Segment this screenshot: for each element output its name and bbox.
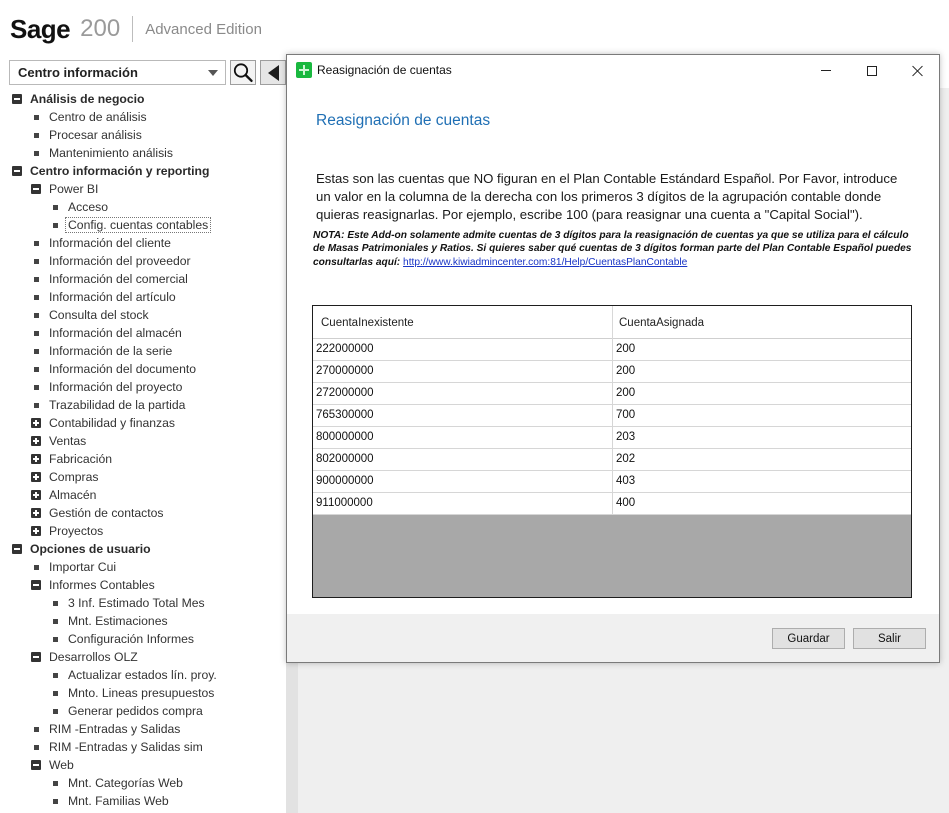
tree-item-label: Web bbox=[49, 758, 74, 772]
bullet-icon bbox=[53, 619, 58, 624]
dialog-window-title: Reasignación de cuentas bbox=[317, 63, 452, 77]
tree-item[interactable] bbox=[0, 234, 286, 252]
expand-icon[interactable] bbox=[31, 490, 41, 500]
search-button[interactable] bbox=[230, 60, 256, 85]
tree-item[interactable] bbox=[0, 468, 286, 486]
tree-item[interactable] bbox=[0, 216, 286, 234]
tree-item[interactable] bbox=[0, 558, 286, 576]
expand-icon[interactable] bbox=[31, 418, 41, 428]
expand-icon[interactable] bbox=[31, 472, 41, 482]
bullet-icon bbox=[34, 349, 39, 354]
tree-item-label: Análisis de negocio bbox=[30, 92, 145, 106]
tree-item-label: Informes Contables bbox=[49, 578, 155, 592]
sage-logo: Sage bbox=[10, 13, 71, 44]
dialog-heading: Reasignación de cuentas bbox=[316, 112, 491, 129]
tree-item[interactable] bbox=[0, 702, 286, 720]
tree-item[interactable] bbox=[0, 450, 286, 468]
bullet-icon bbox=[53, 601, 58, 606]
tree-item-label: Información del proveedor bbox=[49, 254, 191, 268]
help-link[interactable]: http://www.kiwiadmincenter.com:81/Help/CuentasPlanContable bbox=[403, 256, 688, 268]
tree-item[interactable] bbox=[0, 486, 286, 504]
exit-button[interactable]: Salir bbox=[853, 628, 926, 649]
expand-icon[interactable] bbox=[31, 508, 41, 518]
column-divider bbox=[612, 306, 613, 339]
tree-item-label: Centro de análisis bbox=[49, 110, 147, 124]
app-edition: Advanced Edition bbox=[145, 20, 262, 38]
cell-cuenta-inexistente[interactable]: 270000000 bbox=[316, 365, 374, 377]
collapse-panel-button[interactable] bbox=[260, 60, 286, 85]
tree-item[interactable] bbox=[0, 792, 286, 810]
bullet-icon bbox=[34, 133, 39, 138]
collapse-icon[interactable] bbox=[31, 184, 41, 194]
column-divider bbox=[612, 471, 613, 493]
tree-item[interactable] bbox=[0, 180, 286, 198]
bullet-icon bbox=[34, 115, 39, 120]
bullet-icon bbox=[53, 709, 58, 714]
column-divider bbox=[612, 427, 613, 449]
tree-item[interactable] bbox=[0, 252, 286, 270]
tree-item[interactable] bbox=[0, 756, 286, 774]
column-divider bbox=[612, 361, 613, 383]
module-selector-value: Centro información bbox=[18, 65, 138, 80]
bullet-icon bbox=[53, 691, 58, 696]
tree-item[interactable] bbox=[0, 612, 286, 630]
bullet-icon bbox=[34, 331, 39, 336]
app-brand bbox=[10, 12, 262, 46]
tree-item-label: Ventas bbox=[49, 434, 87, 448]
dialog-footer bbox=[287, 614, 939, 662]
tree-item[interactable] bbox=[0, 306, 286, 324]
tree-item-label: Generar pedidos compra bbox=[68, 704, 203, 718]
cell-cuenta-asignada[interactable]: 203 bbox=[616, 431, 636, 443]
navigation-tree bbox=[0, 90, 286, 810]
bullet-icon bbox=[34, 313, 39, 318]
tree-item[interactable] bbox=[0, 576, 286, 594]
tree-item-label: Procesar análisis bbox=[49, 128, 142, 142]
tree-item-label: Información del proyecto bbox=[49, 380, 183, 394]
tree-item-label: Power BI bbox=[49, 182, 99, 196]
collapse-icon[interactable] bbox=[12, 166, 22, 176]
grid-rows bbox=[313, 339, 911, 515]
table-row[interactable] bbox=[313, 471, 911, 493]
tree-item[interactable] bbox=[0, 396, 286, 414]
collapse-icon[interactable] bbox=[31, 760, 41, 770]
bullet-icon bbox=[34, 403, 39, 408]
table-row[interactable] bbox=[313, 383, 911, 405]
bullet-icon bbox=[34, 385, 39, 390]
bullet-icon bbox=[34, 727, 39, 732]
tree-item[interactable] bbox=[0, 378, 286, 396]
tree-item-label: 3 Inf. Estimado Total Mes bbox=[68, 596, 205, 610]
column-divider bbox=[612, 383, 613, 405]
bullet-icon bbox=[34, 565, 39, 570]
table-row[interactable] bbox=[313, 339, 911, 361]
reassign-accounts-dialog bbox=[286, 54, 940, 663]
module-selector[interactable] bbox=[9, 60, 226, 85]
dialog-note-text: NOTA: Este Add-on solamente admite cuentas de 3 dígitos para la reasignación de cuentas ya que se utiliza para el cálculo de Masas Patrimoniales y Ratios. Si quieres saber qué cuentas de 3 dígitos forman parte del Plan Contable Español puedes consultarlas aquí: bbox=[313, 230, 912, 268]
expand-icon[interactable] bbox=[31, 436, 41, 446]
column-divider bbox=[612, 339, 613, 361]
column-divider bbox=[612, 405, 613, 427]
bullet-icon bbox=[34, 151, 39, 156]
tree-item[interactable] bbox=[0, 504, 286, 522]
cell-cuenta-asignada[interactable]: 200 bbox=[616, 343, 636, 355]
tree-item[interactable] bbox=[0, 270, 286, 288]
tree-item[interactable] bbox=[0, 324, 286, 342]
tree-item-label: Información del almacén bbox=[49, 326, 182, 340]
tree-item-label: Proyectos bbox=[49, 524, 104, 538]
cell-cuenta-inexistente[interactable]: 911000000 bbox=[316, 497, 373, 509]
tree-item[interactable] bbox=[0, 432, 286, 450]
collapse-icon[interactable] bbox=[31, 652, 41, 662]
dialog-description: Estas son las cuentas que NO figuran en el Plan Contable Estándard Español. Por Favor, introduce un valor en la columna de la derecha con los primeros 3 dígitos de la agrupación contable donde quieras reasignarlas. Por ejemplo, escribe 100 (para reasignar una cuenta a "Capital Social"). bbox=[316, 171, 898, 222]
cell-cuenta-inexistente[interactable]: 222000000 bbox=[316, 343, 374, 355]
collapse-icon[interactable] bbox=[12, 544, 22, 554]
tree-item-label: Información de la serie bbox=[49, 344, 173, 358]
tree-item-label: Opciones de usuario bbox=[30, 542, 151, 556]
bullet-icon bbox=[53, 673, 58, 678]
tree-item[interactable] bbox=[0, 288, 286, 306]
tree-item-label: Mnt. Estimaciones bbox=[68, 614, 168, 628]
collapse-icon[interactable] bbox=[12, 94, 22, 104]
dialog-titlebar[interactable] bbox=[287, 55, 939, 86]
tree-item[interactable] bbox=[0, 666, 286, 684]
tree-item-label: Acceso bbox=[68, 200, 108, 214]
bullet-icon bbox=[53, 223, 58, 228]
tree-item[interactable] bbox=[0, 720, 286, 738]
tree-item[interactable] bbox=[0, 108, 286, 126]
table-row[interactable] bbox=[313, 449, 911, 471]
tree-item[interactable] bbox=[0, 414, 286, 432]
tree-item[interactable] bbox=[0, 774, 286, 792]
tree-item[interactable] bbox=[0, 360, 286, 378]
cell-cuenta-inexistente[interactable]: 800000000 bbox=[316, 431, 374, 443]
tree-item-label: Mnto. Lineas presupuestos bbox=[68, 686, 215, 700]
close-icon bbox=[912, 65, 924, 77]
maximize-icon bbox=[867, 66, 877, 76]
tree-item-label: Almacén bbox=[49, 488, 97, 502]
cell-cuenta-inexistente[interactable]: 272000000 bbox=[316, 387, 374, 399]
bullet-icon bbox=[34, 367, 39, 372]
tree-item-label: Información del comercial bbox=[49, 272, 188, 286]
tree-item-label: Consulta del stock bbox=[49, 308, 149, 322]
expand-icon[interactable] bbox=[31, 454, 41, 464]
table-row[interactable] bbox=[313, 361, 911, 383]
tree-item[interactable] bbox=[0, 198, 286, 216]
grid-header bbox=[313, 306, 911, 339]
tree-item-label: Mantenimiento análisis bbox=[49, 146, 173, 160]
cell-cuenta-inexistente[interactable]: 900000000 bbox=[316, 475, 374, 487]
tree-item[interactable] bbox=[0, 738, 286, 756]
tree-item-label: Configuración Informes bbox=[68, 632, 194, 646]
tree-item[interactable] bbox=[0, 540, 286, 558]
tree-item-label: Contabilidad y finanzas bbox=[49, 416, 176, 430]
triangle-left-icon bbox=[268, 65, 279, 81]
bullet-icon bbox=[34, 259, 39, 264]
tree-item-label: Información del documento bbox=[49, 362, 197, 376]
tree-item-label: RIM -Entradas y Salidas sim bbox=[49, 740, 203, 754]
tree-item-label: Gestión de contactos bbox=[49, 506, 164, 520]
column-header-cuenta-asignada[interactable]: CuentaAsignada bbox=[619, 317, 705, 329]
bullet-icon bbox=[53, 799, 58, 804]
column-divider bbox=[612, 493, 613, 515]
cell-cuenta-asignada[interactable]: 200 bbox=[616, 387, 636, 399]
tree-item-label: Información del artículo bbox=[49, 290, 176, 304]
cell-cuenta-asignada[interactable]: 200 bbox=[616, 365, 636, 377]
tree-item-label: Información del cliente bbox=[49, 236, 171, 250]
tree-item-label: Importar Cui bbox=[49, 560, 117, 574]
collapse-icon[interactable] bbox=[31, 580, 41, 590]
cell-cuenta-inexistente[interactable]: 765300000 bbox=[316, 409, 374, 421]
tree-item-label: Centro información y reporting bbox=[30, 164, 210, 178]
tree-item[interactable] bbox=[0, 648, 286, 666]
expand-icon[interactable] bbox=[31, 526, 41, 536]
tree-item[interactable] bbox=[0, 630, 286, 648]
cell-cuenta-asignada[interactable]: 400 bbox=[616, 497, 636, 509]
bullet-icon bbox=[34, 277, 39, 282]
save-button[interactable]: Guardar bbox=[772, 628, 845, 649]
minimize-button[interactable] bbox=[803, 55, 849, 86]
accounts-grid bbox=[312, 305, 912, 598]
close-button[interactable] bbox=[895, 55, 941, 86]
tree-item[interactable] bbox=[0, 594, 286, 612]
tree-item-label: RIM -Entradas y Salidas bbox=[49, 722, 181, 736]
chevron-down-icon bbox=[208, 70, 218, 76]
tree-item[interactable] bbox=[0, 126, 286, 144]
tree-item[interactable] bbox=[0, 162, 286, 180]
bullet-icon bbox=[53, 637, 58, 642]
bullet-icon bbox=[53, 205, 58, 210]
table-row[interactable] bbox=[313, 405, 911, 427]
tree-item-label: Fabricación bbox=[49, 452, 112, 466]
app-version: 200 bbox=[80, 15, 121, 42]
tree-item[interactable] bbox=[0, 144, 286, 162]
tree-item[interactable] bbox=[0, 342, 286, 360]
tree-item[interactable] bbox=[0, 684, 286, 702]
tree-item-label: Desarrollos OLZ bbox=[49, 650, 138, 664]
tree-item-label: Compras bbox=[49, 470, 99, 484]
dialog-note bbox=[313, 229, 913, 269]
bullet-icon bbox=[34, 295, 39, 300]
cell-cuenta-asignada[interactable]: 403 bbox=[616, 475, 636, 487]
table-row[interactable] bbox=[313, 427, 911, 449]
table-row[interactable] bbox=[313, 493, 911, 515]
maximize-button[interactable] bbox=[849, 55, 895, 86]
tree-item[interactable] bbox=[0, 522, 286, 540]
tree-item-label: Config. cuentas contables bbox=[65, 217, 211, 233]
tree-item-label: Actualizar estados lín. proy. bbox=[68, 668, 217, 682]
app-icon bbox=[296, 62, 312, 78]
tree-item-label: Mnt. Familias Web bbox=[68, 794, 169, 808]
tree-item-label: Mnt. Categorías Web bbox=[68, 776, 183, 790]
bullet-icon bbox=[34, 745, 39, 750]
search-icon bbox=[231, 61, 255, 84]
minimize-icon bbox=[821, 70, 831, 71]
tree-item[interactable] bbox=[0, 90, 286, 108]
cell-cuenta-inexistente[interactable]: 802000000 bbox=[316, 453, 374, 465]
bullet-icon bbox=[34, 241, 39, 246]
cell-cuenta-asignada[interactable]: 202 bbox=[616, 453, 636, 465]
cell-cuenta-asignada[interactable]: 700 bbox=[616, 409, 636, 421]
brand-divider bbox=[132, 16, 133, 42]
column-divider bbox=[612, 449, 613, 471]
column-header-cuenta-inexistente[interactable]: CuentaInexistente bbox=[321, 317, 414, 329]
tree-item-label: Trazabilidad de la partida bbox=[49, 398, 186, 412]
bullet-icon bbox=[53, 781, 58, 786]
